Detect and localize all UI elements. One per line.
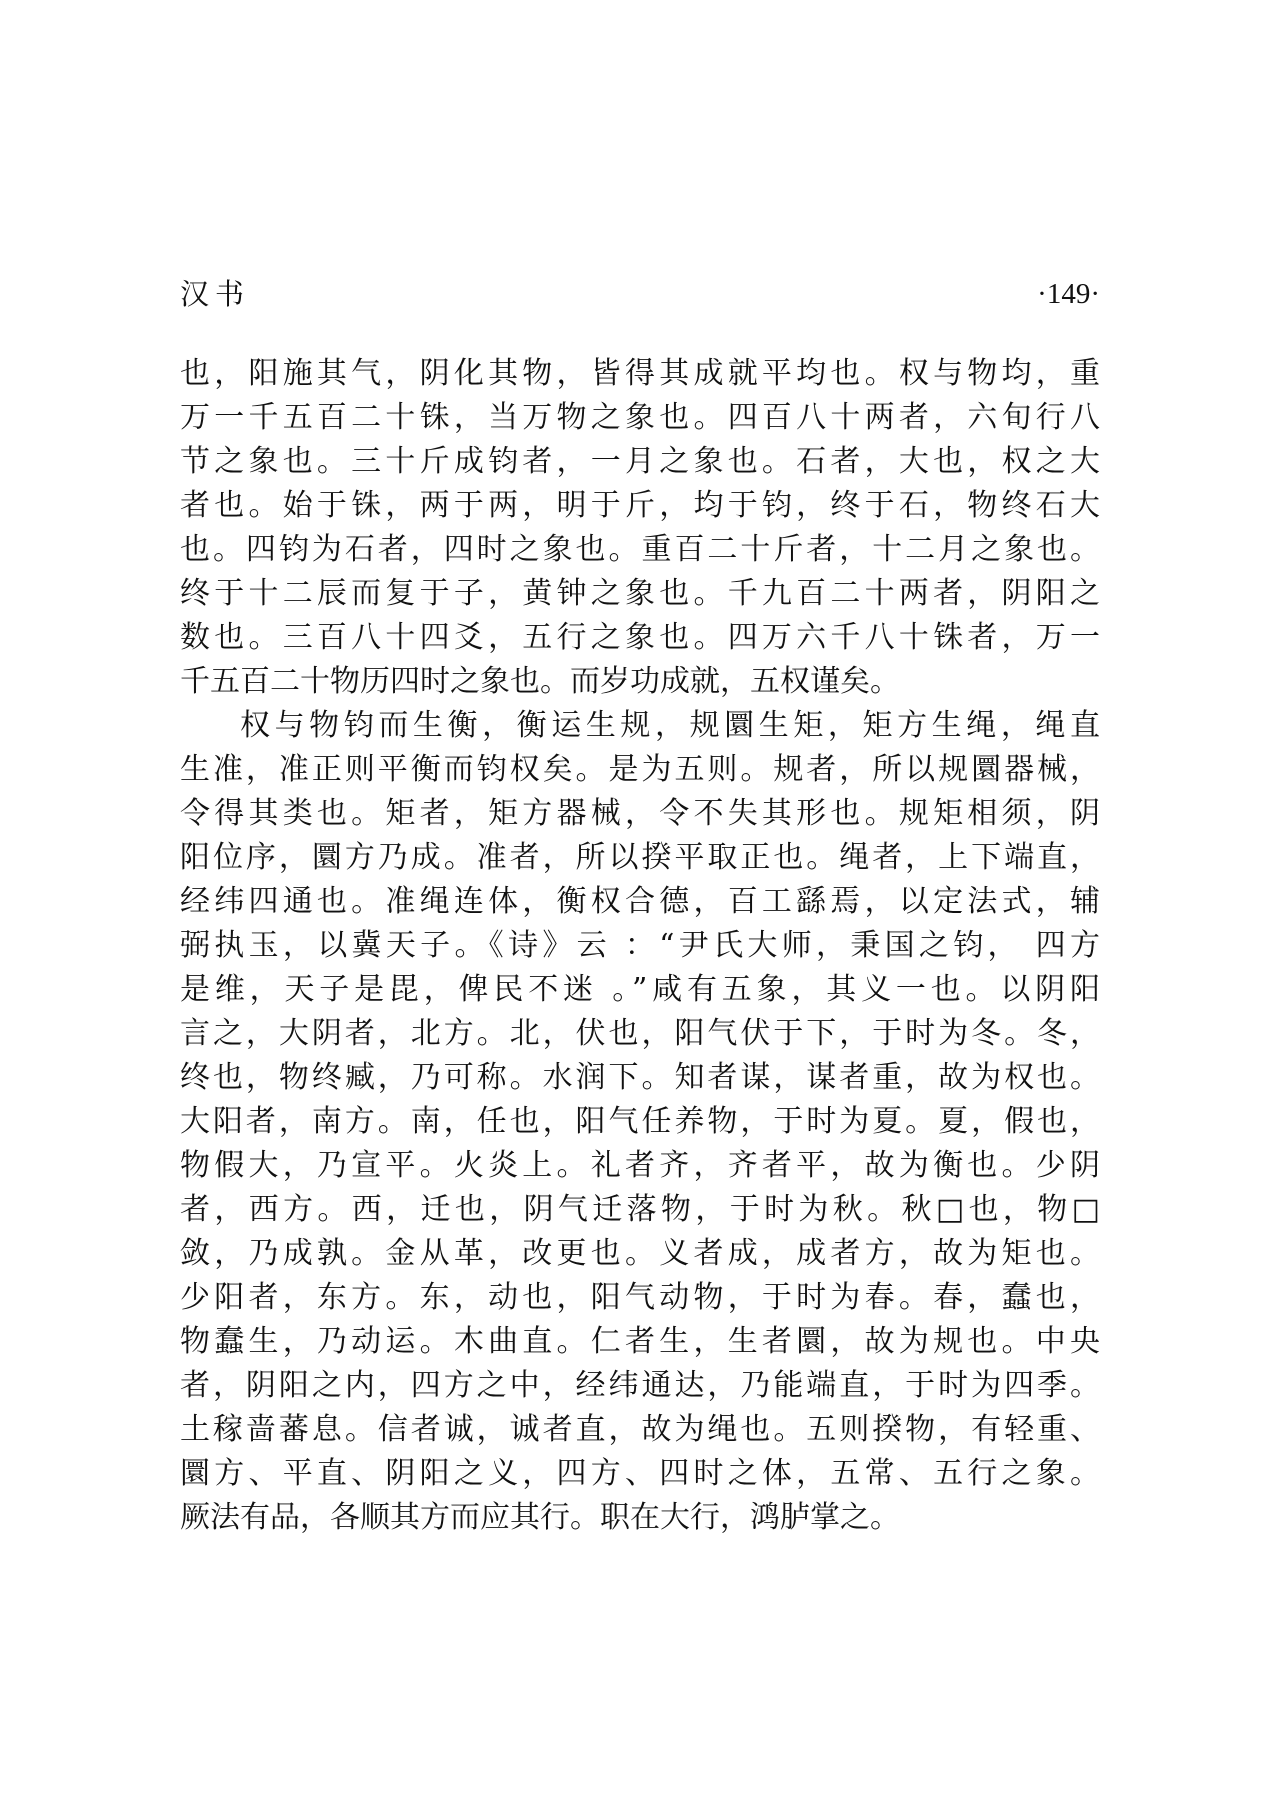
text-line: 终于十二辰而复于子，黄钟之象也。千九百二十两者，阴阳之 bbox=[180, 576, 1100, 611]
text-line: 圜方、平直、阴阳之义，四方、四时之体，五常、五行之象。 bbox=[180, 1456, 1100, 1491]
text-line: 经纬四通也。准绳连体，衡权合德，百工繇焉，以定法式，辅 bbox=[180, 884, 1100, 919]
text-line: 敛，乃成孰。金从革，改更也。义者成，成者方，故为矩也。 bbox=[180, 1236, 1100, 1271]
paragraph-start-line: 权与物钧而生衡，衡运生规，规圜生矩，矩方生绳，绳直 bbox=[240, 708, 1100, 743]
text-line: 也，阳施其气，阴化其物，皆得其成就平均也。权与物均，重 bbox=[180, 356, 1100, 391]
text-line: 物假大，乃宣平。火炎上。礼者齐，齐者平，故为衡也。少阴 bbox=[180, 1148, 1100, 1183]
text-line: 厥法有品，各顺其方而应其行。职在大行，鸿胪掌之。 bbox=[180, 1500, 900, 1535]
text-line: 者也。始于铢，两于两，明于斤，均于钧，终于石，物终石大 bbox=[180, 488, 1100, 523]
page-number: ·149· bbox=[1037, 278, 1100, 310]
text-line: 是维，天子是毘，俾民不迷 。”咸有五象，其义一也。以阴阳 bbox=[180, 972, 1100, 1007]
text-line: 生准，准正则平衡而钧权矣。是为五则。规者，所以规圜器械， bbox=[180, 752, 1100, 787]
text-line: 物蠢生，乃动运。木曲直。仁者生，生者圜，故为规也。中央 bbox=[180, 1324, 1100, 1359]
body-text bbox=[180, 352, 1100, 1540]
text-line: 终也，物终臧，乃可称。水润下。知者谋，谋者重，故为权也。 bbox=[180, 1060, 1100, 1095]
text-line: 者，西方。西，迁也，阴气迁落物，于时为秋。秋□也，物□ bbox=[180, 1192, 1100, 1227]
page-header bbox=[180, 272, 1100, 316]
text-line: 大阳者，南方。南，任也，阳气任养物，于时为夏。夏，假也， bbox=[180, 1104, 1100, 1139]
text-line: 土稼啬蕃息。信者诚，诚者直，故为绳也。五则揆物，有轻重、 bbox=[180, 1412, 1100, 1447]
text-line: 弼执玉，以冀天子。《诗》云 ：“尹氏大师，秉国之钧， 四方 bbox=[180, 928, 1100, 963]
text-line: 数也。三百八十四爻，五行之象也。四万六千八十铢者，万一 bbox=[180, 620, 1100, 655]
text-line: 令得其类也。矩者，矩方器械，令不失其形也。规矩相须，阴 bbox=[180, 796, 1100, 831]
text-line: 阳位序，圜方乃成。准者，所以揆平取正也。绳者，上下端直， bbox=[180, 840, 1100, 875]
text-line: 少阳者，东方。东，动也，阳气动物，于时为春。春，蠢也， bbox=[180, 1280, 1100, 1315]
running-head-title: 汉书 bbox=[180, 277, 251, 311]
text-line: 千五百二十物历四时之象也。而岁功成就，五权谨矣。 bbox=[180, 664, 900, 699]
text-line: 节之象也。三十斤成钧者，一月之象也。石者，大也，权之大 bbox=[180, 444, 1100, 479]
text-line: 者，阴阳之内，四方之中，经纬通达，乃能端直，于时为四季。 bbox=[180, 1368, 1100, 1403]
text-line: 也。四钧为石者，四时之象也。重百二十斤者，十二月之象也。 bbox=[180, 532, 1100, 567]
text-line: 言之，大阴者，北方。北，伏也，阳气伏于下，于时为冬。冬， bbox=[180, 1016, 1100, 1051]
text-line: 万一千五百二十铢，当万物之象也。四百八十两者，六旬行八 bbox=[180, 400, 1100, 435]
